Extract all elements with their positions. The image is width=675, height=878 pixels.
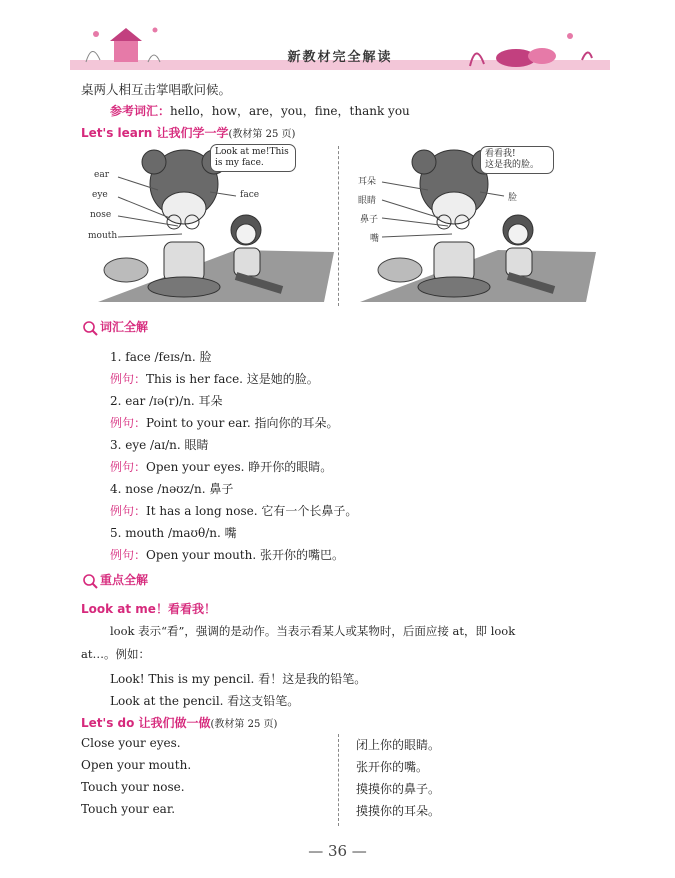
label-eye: eye <box>92 190 108 200</box>
vocab-word: 3. eye /aɪ/n. 眼睛 <box>110 438 209 452</box>
label-eye: 眼睛 <box>358 196 377 206</box>
key-points-example: Look at the pencil. 看这支铅笔。 <box>110 694 300 708</box>
lets-do-zh: 闭上你的眼睛。 <box>356 738 441 752</box>
label-ear: 耳朵 <box>358 177 377 187</box>
vocab-example: 例句：It has a long nose. 它有一个长鼻子。 <box>110 504 358 518</box>
label-ear: ear <box>94 170 109 180</box>
label-face: 脸 <box>508 193 518 203</box>
vocab-word: 1. face /feɪs/n. 脸 <box>110 350 212 364</box>
page-header <box>70 18 610 76</box>
ref-words-text: hello，how，are，you，fine，thank you <box>170 104 410 118</box>
vocab-title: 词汇全解 <box>82 318 148 336</box>
magnifier-icon <box>82 573 98 589</box>
vocab-word: 4. nose /nəʊz/n. 鼻子 <box>110 482 234 496</box>
key-points-text: at…。例如： <box>81 647 150 661</box>
label-face: face <box>240 190 260 200</box>
label-mouth: mouth <box>88 231 118 241</box>
lets-do-en: Open your mouth. <box>81 758 192 772</box>
speech-bubble-line: Look at me!This <box>215 147 289 157</box>
speech-bubble-line: 看看我! <box>485 149 516 159</box>
magnifier-icon <box>82 320 98 336</box>
lets-learn-ref: (教材第 25 页) <box>228 129 296 140</box>
speech-bubble <box>210 144 296 172</box>
lets-learn-heading <box>81 124 295 141</box>
vocab-example: 例句：Open your mouth. 张开你的嘴巴。 <box>110 548 344 562</box>
ref-words <box>110 102 410 119</box>
key-points-title: 重点全解 <box>82 571 148 589</box>
lets-do-label: Let's do 让我们做一做 <box>81 716 211 730</box>
ref-words-label: 参考词汇： <box>110 104 171 118</box>
lets-do-zh: 摸摸你的鼻子。 <box>356 782 441 796</box>
lets-do-en: Touch your ear. <box>81 802 176 816</box>
bear-girl-illustration-icon <box>348 142 596 304</box>
lets-do-divider <box>338 734 339 826</box>
key-points-heading: Look at me！看看我！ <box>81 602 216 616</box>
key-points-text: look 表示“看”，强调的是动作。当表示看某人或某物时，后面应接 at，即 look <box>110 624 516 638</box>
speech-bubble-line: is my face. <box>215 158 264 168</box>
lets-do-ref: (教材第 25 页) <box>210 719 278 730</box>
lets-do-heading <box>81 714 277 731</box>
key-points-example: Look! This is my pencil. 看！这是我的铅笔。 <box>110 672 367 686</box>
speech-bubble-line: 这是我的脸。 <box>485 160 540 170</box>
vocab-example: 例句：Point to your ear. 指向你的耳朵。 <box>110 416 339 430</box>
lets-do-en: Touch your nose. <box>81 780 185 794</box>
header-title: 新教材完全解读 <box>287 50 393 65</box>
lets-learn-label: Let's learn 让我们学一学 <box>81 126 229 140</box>
intro-tail: 桌两人相互击掌唱歌问候。 <box>81 82 232 97</box>
page-number: — 36 — <box>308 842 367 860</box>
header-decoration-right-icon <box>450 26 600 68</box>
vocab-example: 例句：Open your eyes. 睁开你的眼睛。 <box>110 460 333 474</box>
lets-do-zh: 摸摸你的耳朵。 <box>356 804 441 818</box>
vocab-word: 5. mouth /maʊθ/n. 嘴 <box>110 526 237 540</box>
picture-divider <box>338 146 339 306</box>
lets-do-zh: 张开你的嘴。 <box>356 760 429 774</box>
vocab-word: 2. ear /ɪə(r)/n. 耳朵 <box>110 394 223 408</box>
label-nose: 鼻子 <box>360 215 379 225</box>
picture-chinese <box>348 142 596 304</box>
label-nose: nose <box>90 210 112 220</box>
picture-english <box>86 142 334 304</box>
vocab-example: 例句：This is her face. 这是她的脸。 <box>110 372 319 386</box>
speech-bubble <box>480 146 554 174</box>
lets-do-en: Close your eyes. <box>81 736 181 750</box>
label-mouth: 嘴 <box>370 234 380 244</box>
